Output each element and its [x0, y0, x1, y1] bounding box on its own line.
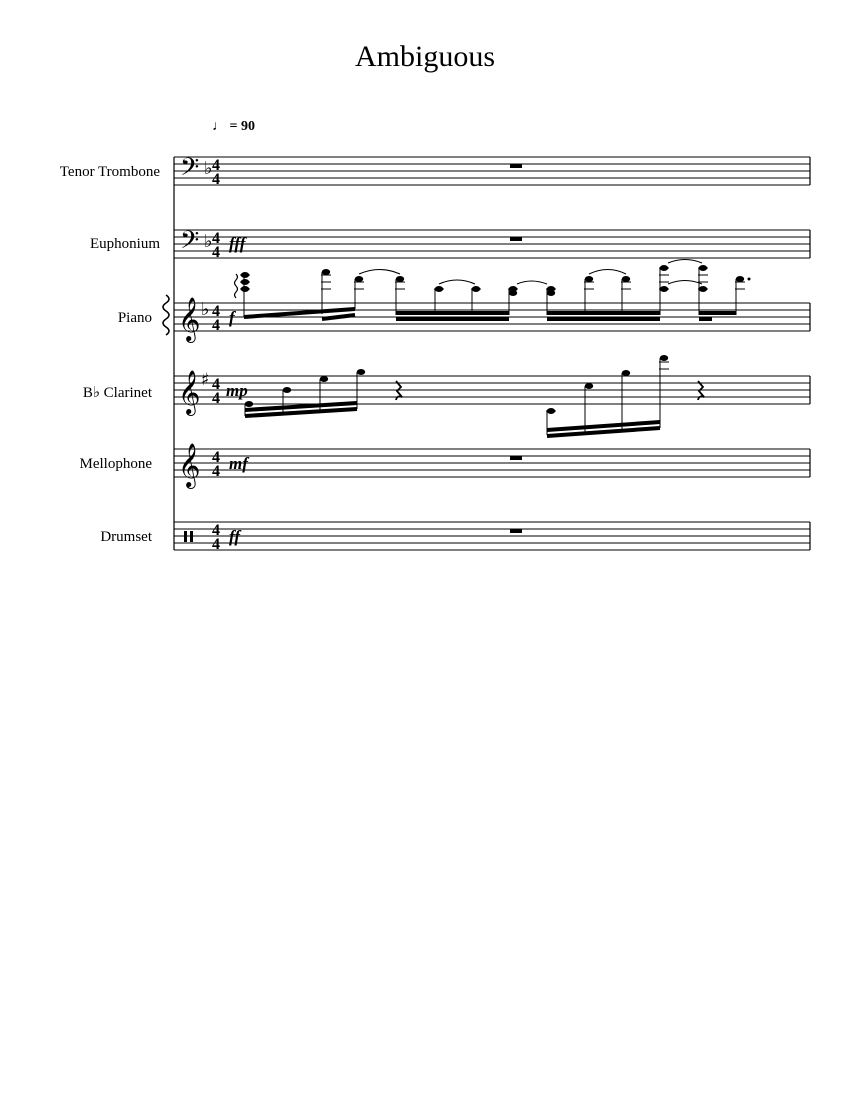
whole-rest-icon [510, 456, 522, 460]
tempo-marking: ♩ = 90 [212, 119, 255, 134]
time-sig-top: 4 [212, 230, 220, 247]
staff-bb-clarinet [174, 355, 810, 436]
dynamic-marking: f [229, 308, 235, 327]
instrument-label-mellophone: Mellophone [79, 456, 152, 472]
time-sig-top: 4 [212, 303, 220, 320]
time-sig-top: 4 [212, 449, 220, 466]
instrument-label-tenor-trombone: Tenor Trombone [59, 164, 160, 180]
staff-euphonium [174, 226, 810, 261]
time-sig-top: 4 [212, 522, 220, 539]
treble-clef-icon: 𝄞 [178, 370, 201, 414]
time-sig-bottom: 4 [212, 244, 220, 261]
instrument-label-euphonium: Euphonium [90, 236, 160, 252]
percussion-clef-icon [184, 531, 187, 542]
arpeggio-icon [235, 274, 238, 298]
whole-rest-icon [510, 529, 522, 533]
instrument-label-drumset: Drumset [100, 529, 152, 545]
whole-rest-icon [510, 164, 522, 168]
whole-rest-icon [510, 237, 522, 241]
time-sig-bottom: 4 [212, 536, 220, 553]
staff-mellophone [174, 443, 810, 489]
time-sig-bottom: 4 [212, 317, 220, 334]
dynamic-marking: ff [229, 527, 241, 546]
staff-drumset [174, 522, 810, 553]
flat-sign-icon: ♭ [201, 299, 210, 320]
sharp-sign-icon: ♯ [201, 370, 210, 390]
instrument-label-piano: Piano [117, 310, 152, 326]
staff-tenor-trombone [174, 153, 810, 188]
time-sig-top: 4 [212, 157, 220, 174]
time-sig-bottom: 4 [212, 390, 220, 407]
bass-clef-icon: 𝄢 [180, 153, 200, 188]
staff-piano [163, 260, 810, 344]
time-sig-bottom: 4 [212, 463, 220, 480]
brace-icon [163, 295, 169, 335]
dynamic-marking: mp [226, 381, 248, 400]
flat-sign-icon: ♭ [204, 231, 213, 252]
dynamic-marking: fff [229, 234, 246, 253]
time-sig-bottom: 4 [212, 171, 220, 188]
bass-clef-icon: 𝄢 [180, 226, 200, 261]
score-title: Ambiguous [354, 40, 495, 73]
dynamic-marking: mf [229, 454, 248, 473]
instrument-label-bb-clarinet: B♭ Clarinet [82, 385, 152, 401]
treble-clef-icon: 𝄞 [178, 297, 201, 341]
flat-sign-icon: ♭ [204, 158, 213, 179]
treble-clef-icon: 𝄞 [178, 443, 201, 487]
time-sig-top: 4 [212, 376, 220, 393]
